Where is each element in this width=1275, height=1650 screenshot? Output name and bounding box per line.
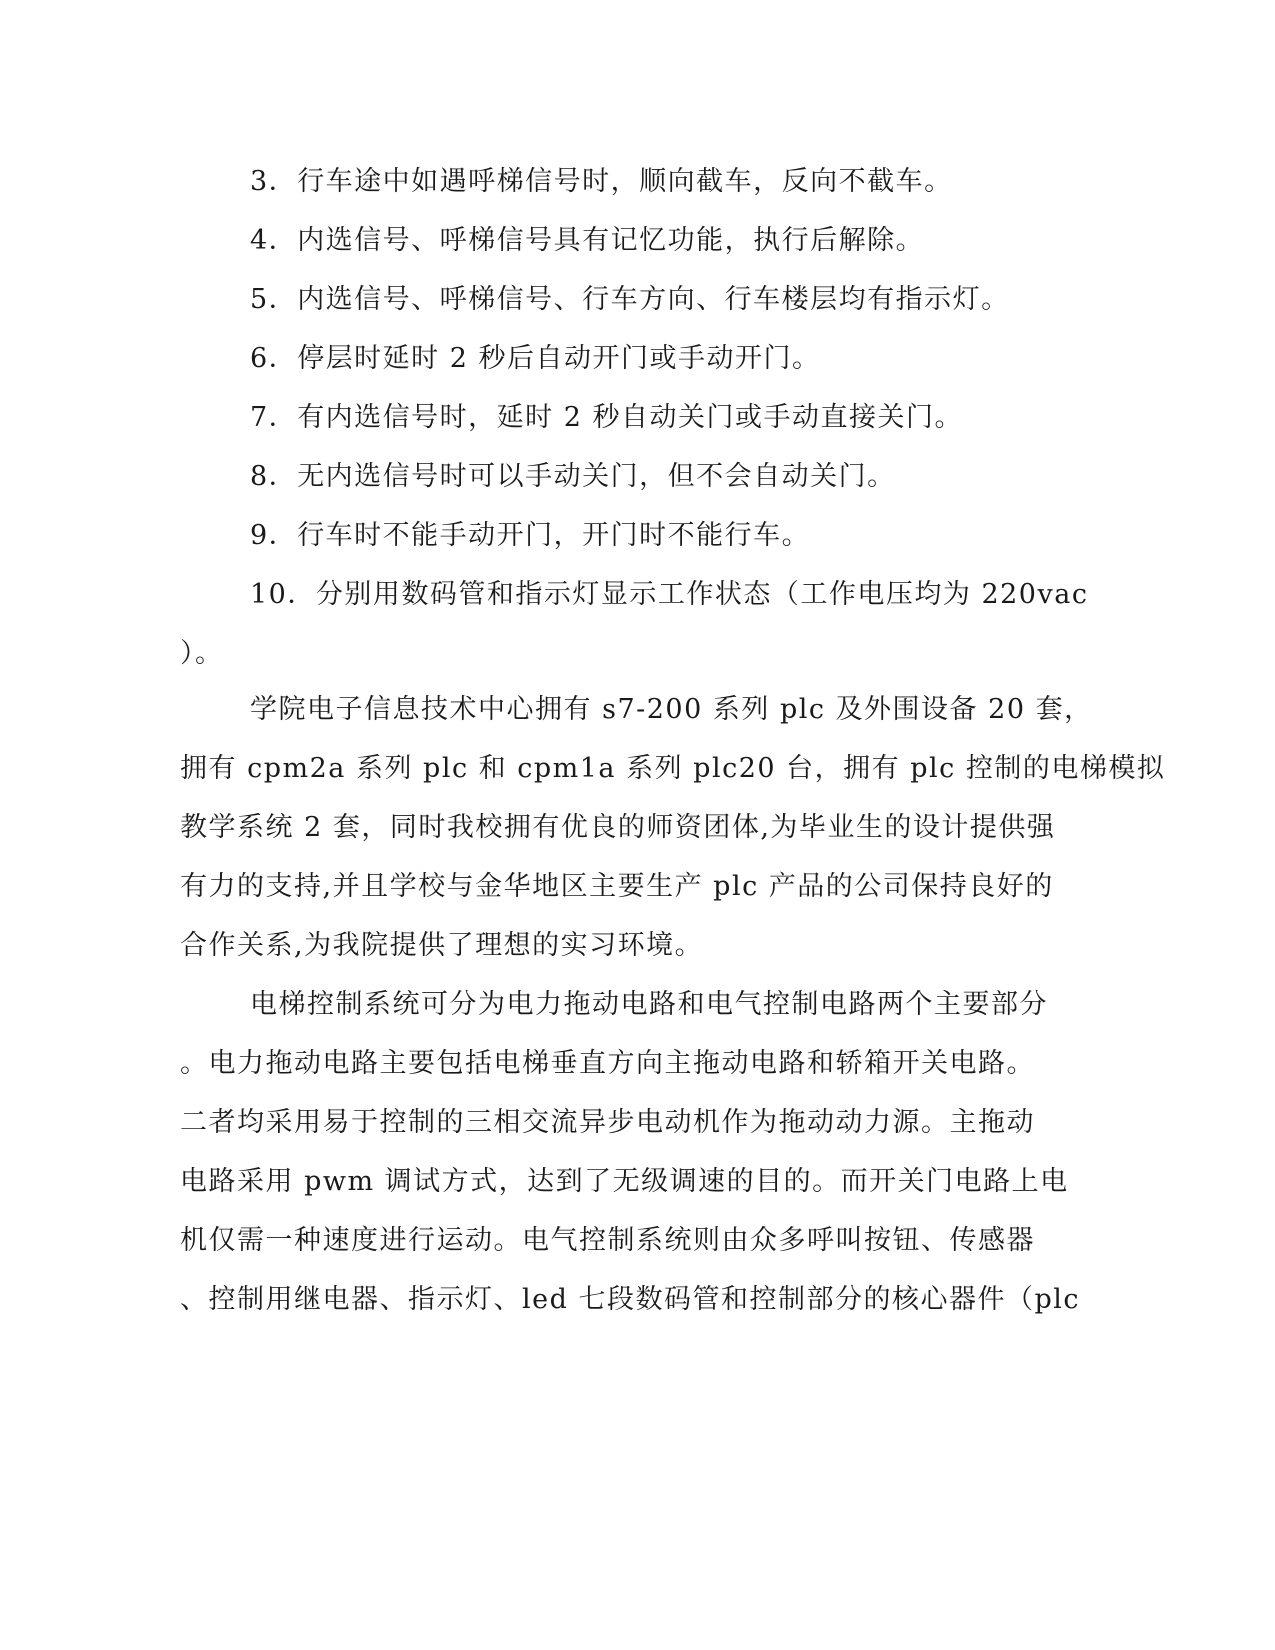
item-text: 有内选信号时，延时 2 秒自动关门或手动直接关门。 [297,402,964,433]
list-item-10-line2: ）。 [180,638,224,669]
list-item [180,152,1030,211]
item-number: 9． [250,520,298,551]
list-item [180,329,1030,388]
item-number: 7． [250,402,298,433]
list-item [180,388,1030,447]
paragraph-line: 合作关系,为我院提供了理想的实习环境。 [180,930,704,961]
list-item [180,506,1030,565]
item-number: 8． [250,461,298,492]
paragraph-line: 电梯控制系统可分为电力拖动电路和电气控制电路两个主要部分 [250,989,1048,1020]
list-item-10-line1: 10．分别用数码管和指示灯显示工作状态（工作电压均为 220vac [250,579,1089,610]
requirements-list [180,152,1089,683]
paragraph-line: 学院电子信息技术中心拥有 s7-200 系列 plc 及外围设备 20 套， [250,694,1093,725]
list-item [180,211,1030,270]
paragraph-line: 电路采用 pwm 调试方式，达到了无级调速的目的。而开关门电路上电 [180,1166,1069,1197]
item-text: 行车途中如遇呼梯信号时，顺向截车，反向不截车。 [297,166,953,197]
paragraph-facilities [180,680,1166,975]
paragraph-control-system [180,975,1081,1329]
item-text: 内选信号、呼梯信号具有记忆功能，执行后解除。 [297,225,925,256]
item-text: 停层时延时 2 秒后自动开门或手动开门。 [297,343,821,374]
item-number: 4． [250,225,298,256]
item-number: 3． [250,166,298,197]
item-text: 内选信号、呼梯信号、行车方向、行车楼层均有指示灯。 [297,284,1010,315]
paragraph-line: 。电力拖动电路主要包括电梯垂直方向主拖动电路和轿箱开关电路。 [180,1048,1035,1079]
list-item [180,447,1030,506]
item-text: 无内选信号时可以手动关门，但不会自动关门。 [297,461,896,492]
item-number: 5． [250,284,298,315]
paragraph-line: 教学系统 2 套，同时我校拥有优良的师资团体,为毕业生的设计提供强 [180,812,1056,843]
paragraph-line: 二者均采用易于控制的三相交流异步电动机作为拖动动力源。主拖动 [180,1107,1035,1138]
paragraph-line: 拥有 cpm2a 系列 plc 和 cpm1a 系列 plc20 台，拥有 plc 控制的电梯模拟 [180,753,1166,784]
list-item [180,270,1030,329]
item-number: 6． [250,343,298,374]
paragraph-line: 、控制用继电器、指示灯、led 七段数码管和控制部分的核心器件（plc [180,1284,1081,1315]
paragraph-line: 有力的支持,并且学校与金华地区主要生产 plc 产品的公司保持良好的 [180,871,1054,902]
item-text: 行车时不能手动开门，开门时不能行车。 [297,520,811,551]
paragraph-line: 机仅需一种速度进行运动。电气控制系统则由众多呼叫按钮、传感器 [180,1225,1035,1256]
